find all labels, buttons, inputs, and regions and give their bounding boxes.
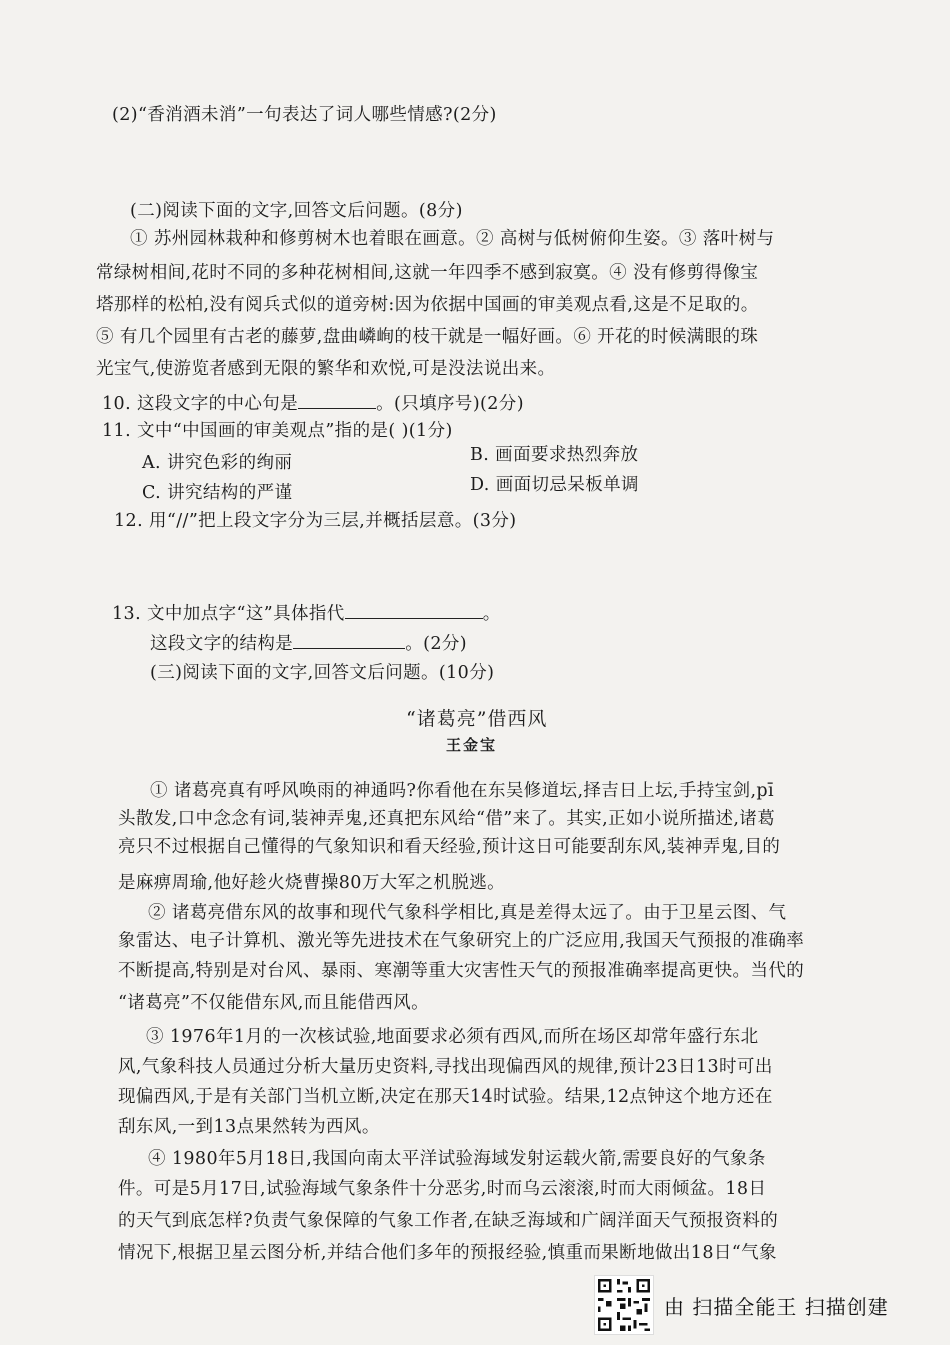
passage-line: 光宝气,使游览者感到无限的繁华和欢悦,可是没法说出来。 bbox=[96, 359, 556, 379]
passage-line: ⑤ 有几个园里有古老的藤萝,盘曲嶙峋的枝干就是一幅好画。⑥ 开花的时候满眼的珠 bbox=[96, 327, 759, 347]
answer-blank[interactable] bbox=[293, 630, 405, 649]
question-10-suffix: 。(只填序号)(2分) bbox=[376, 394, 524, 414]
scanner-watermark bbox=[590, 1275, 940, 1337]
article-title: “诸葛亮”借西风 bbox=[406, 708, 548, 730]
passage-line: 常绿树相间,花时不同的多种花树相间,这就一年四季不感到寂寞。④ 没有修剪得像宝 bbox=[96, 263, 759, 283]
article-line: 情况下,根据卫星云图分析,并结合他们多年的预报经验,慎重而果断地做出18日“气象 bbox=[118, 1243, 777, 1263]
passage-line: ① 苏州园林栽种和修剪树木也着眼在画意。② 高树与低树俯仰生姿。③ 落叶树与 bbox=[130, 229, 775, 249]
question-13-suffix: 。 bbox=[482, 604, 501, 624]
answer-blank[interactable] bbox=[298, 390, 376, 409]
option-d: D. 画面切忌呆板单调 bbox=[470, 475, 639, 495]
article-line: 象雷达、电子计算机、激光等先进技术在气象研究上的广泛应用,我国天气预报的准确率 bbox=[118, 931, 805, 951]
article-line: 是麻痹周瑜,他好趁火烧曹操80万大军之机脱逃。 bbox=[118, 873, 506, 893]
question-13-structure-text: 这段文字的结构是 bbox=[150, 634, 294, 654]
question-12: 12. 用“//”把上段文字分为三层,并概括层意。(3分) bbox=[114, 511, 517, 531]
article-author: 王金宝 bbox=[446, 736, 498, 754]
article-line: 件。可是5月17日,试验海域气象条件十分恶劣,时而乌云滚滚,时而大雨倾盆。18日 bbox=[118, 1179, 767, 1199]
article-line: 刮东风,一到13点果然转为西风。 bbox=[118, 1117, 380, 1137]
question-13-text: 13. 文中加点字“这”具体指代 bbox=[112, 604, 345, 624]
option-a: A. 讲究色彩的绚丽 bbox=[142, 453, 293, 473]
question-13-structure-suffix: 。(2分) bbox=[405, 634, 467, 654]
article-line: ③ 1976年1月的一次核试验,地面要求必须有西风,而所在场区却常年盛行东北 bbox=[146, 1027, 759, 1047]
section-3-heading: (三)阅读下面的文字,回答文后问题。(10分) bbox=[150, 663, 495, 683]
option-b: B. 画面要求热烈奔放 bbox=[470, 445, 639, 465]
question-9-2: (2)“香消酒未消”一句表达了词人哪些情感?(2分) bbox=[112, 105, 497, 125]
article-line: ④ 1980年5月18日,我国向南太平洋试验海域发射运载火箭,需要良好的气象条 bbox=[148, 1149, 766, 1169]
article-line: 亮只不过根据自己懂得的气象知识和看天经验,预计这日可能要刮东风,装神弄鬼,目的 bbox=[118, 837, 781, 857]
passage-line: 塔那样的松柏,没有阅兵式似的道旁树:因为依据中国画的审美观点看,这是不足取的。 bbox=[96, 295, 759, 315]
question-11-stem: 11. 文中“中国画的审美观点”指的是( )(1分) bbox=[102, 421, 453, 441]
article-line: 头散发,口中念念有词,装神弄鬼,还真把东风给“借”来了。其实,正如小说所描述,诸葛 bbox=[118, 809, 776, 829]
article-line: ② 诸葛亮借东风的故事和现代气象科学相比,真是差得太远了。由于卫星云图、气 bbox=[148, 903, 787, 923]
question-13-line-2 bbox=[150, 630, 467, 657]
article-line: “诸葛亮”不仅能借东风,而且能借西风。 bbox=[118, 993, 430, 1013]
article-line: 不断提高,特别是对台风、暴雨、寒潮等重大灾害性天气的预报准确率提高更快。当代的 bbox=[118, 961, 805, 981]
qr-code-icon bbox=[594, 1275, 654, 1335]
scanner-watermark-text: 由 扫描全能王 扫描创建 bbox=[664, 1295, 889, 1319]
question-10-text: 10. 这段文字的中心句是 bbox=[102, 394, 299, 414]
article-line: 现偏西风,于是有关部门当机立断,决定在那天14时试验。结果,12点钟这个地方还在 bbox=[118, 1087, 773, 1107]
article-line: 风,气象科技人员通过分析大量历史资料,寻找出现偏西风的规律,预计23日13时可出 bbox=[118, 1057, 773, 1077]
answer-blank[interactable] bbox=[345, 600, 483, 619]
section-2-heading: (二)阅读下面的文字,回答文后问题。(8分) bbox=[130, 201, 463, 221]
option-c: C. 讲究结构的严谨 bbox=[142, 483, 293, 503]
article-line: ① 诸葛亮真有呼风唤雨的神通吗?你看他在东吴修道坛,择吉日上坛,手持宝剑,pī bbox=[150, 781, 775, 801]
question-10 bbox=[102, 390, 524, 417]
article-line: 的天气到底怎样?负责气象保障的气象工作者,在缺乏海域和广阔洋面天气预报资料的 bbox=[118, 1211, 779, 1231]
question-13-line-1 bbox=[112, 600, 501, 627]
